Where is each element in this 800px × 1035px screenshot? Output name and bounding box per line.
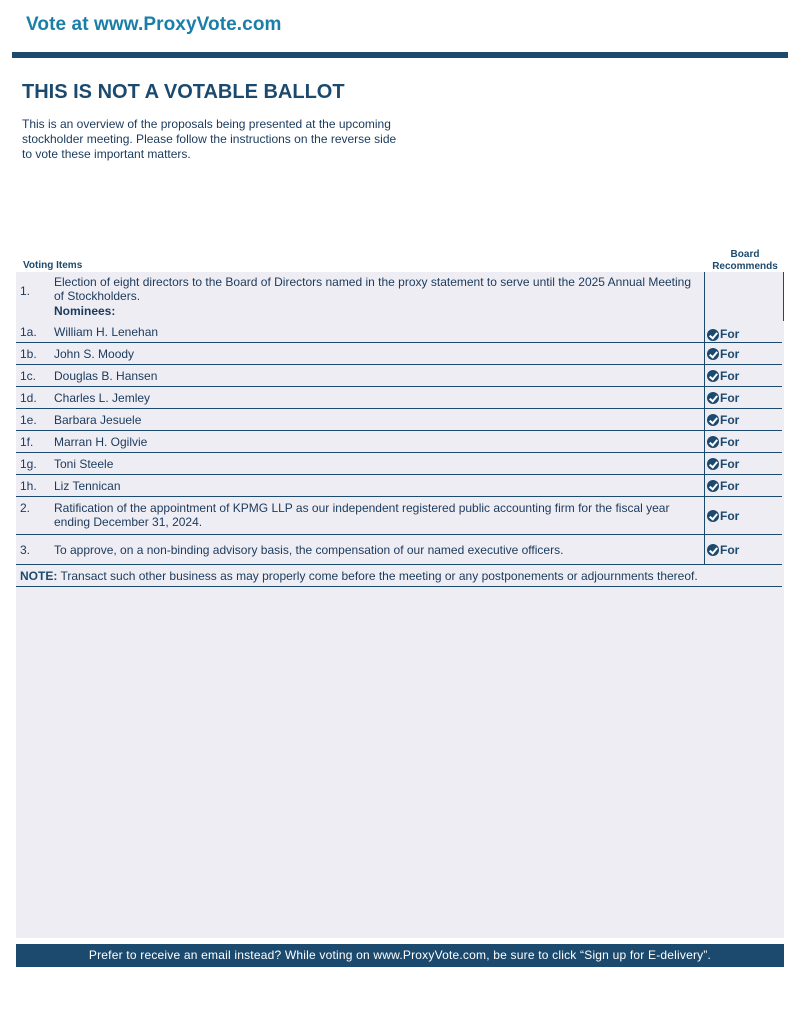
checkmark-icon — [707, 329, 719, 341]
nominee-name: Toni Steele — [54, 457, 114, 471]
proxyvote-link[interactable]: Vote at www.ProxyVote.com — [26, 14, 282, 35]
recommendation — [704, 365, 782, 386]
recommendation — [704, 453, 782, 474]
proposal-number: 2. — [20, 501, 31, 515]
nominee-row — [16, 387, 782, 409]
recommendation-label: For — [720, 508, 740, 523]
proposal-1-rec-cell — [704, 272, 784, 321]
proposal-number: 1. — [20, 284, 31, 298]
recommendation-label: For — [720, 327, 740, 341]
recommendation-label: For — [720, 434, 740, 449]
checkmark-icon — [707, 480, 719, 492]
recommendation-label: For — [720, 346, 740, 361]
recommendation — [704, 535, 782, 564]
checkmark-icon — [707, 436, 719, 448]
voting-items-header: Voting Items — [23, 260, 83, 271]
proposal-text: Election of eight directors to the Board of Directors named in the proxy statement to serve until the 2025 Annual Meeting of Stockholders. — [54, 275, 692, 303]
recommendation — [704, 475, 782, 496]
nominee-name: Douglas B. Hansen — [54, 369, 158, 383]
proposal-1-row — [16, 272, 782, 321]
proposal-number: 3. — [20, 543, 31, 557]
edelivery-banner: Prefer to receive an email instead? While voting on www.ProxyVote.com, be sure to click “Sign up for E-delivery”. — [16, 944, 784, 967]
nominee-number: 1h. — [20, 479, 37, 493]
checkmark-icon — [707, 370, 719, 382]
nominee-row — [16, 431, 782, 453]
nominee-row — [16, 453, 782, 475]
nominee-number: 1c. — [20, 369, 37, 383]
nominee-number: 1g. — [20, 457, 37, 471]
nominee-row — [16, 409, 782, 431]
checkmark-icon — [707, 414, 719, 426]
recommendation — [704, 431, 782, 452]
nominee-row — [16, 475, 782, 497]
recommendation-label: For — [720, 456, 740, 471]
note-text-wrapper — [20, 569, 698, 583]
recommendation-label: For — [720, 390, 740, 405]
page-title: THIS IS NOT A VOTABLE BALLOT — [22, 81, 345, 103]
nominee-number: 1a. — [20, 325, 37, 339]
recommendation — [704, 387, 782, 408]
board-recommends-header: Board Recommends — [712, 249, 778, 272]
recommendation — [704, 497, 782, 534]
checkmark-icon — [707, 348, 719, 360]
nominees-label: Nominees: — [54, 304, 116, 318]
checkmark-icon — [707, 392, 719, 404]
recommendation — [704, 321, 782, 342]
recommendation-label: For — [720, 542, 740, 557]
proposal-2-row — [16, 497, 782, 535]
nominee-name: Marran H. Ogilvie — [54, 435, 148, 449]
nominee-name: John S. Moody — [54, 347, 135, 361]
nominee-name: William H. Lenehan — [54, 325, 159, 339]
nominee-name: Charles L. Jemley — [54, 391, 151, 405]
note-row — [16, 565, 782, 587]
proposal-text: Ratification of the appointment of KPMG LLP as our independent registered public accounting firm for the fiscal year ending December 31, 2024. — [54, 501, 670, 529]
header-divider — [12, 52, 788, 58]
nominee-row — [16, 343, 782, 365]
checkmark-icon — [707, 544, 719, 556]
recommendation-label: For — [720, 412, 740, 427]
recommendation-label: For — [720, 368, 740, 383]
recommendation — [704, 409, 782, 430]
nominee-number: 1f. — [20, 435, 34, 449]
checkmark-icon — [707, 510, 719, 522]
checkmark-icon — [707, 458, 719, 470]
nominee-row — [16, 365, 782, 387]
proposal-3-row — [16, 535, 782, 565]
note-label: NOTE: — [20, 569, 58, 583]
recommendation-label: For — [720, 478, 740, 493]
nominee-number: 1e. — [20, 413, 37, 427]
nominee-number: 1d. — [20, 391, 37, 405]
nominee-name: Liz Tennican — [54, 479, 121, 493]
nominee-number: 1b. — [20, 347, 37, 361]
note-text: Transact such other business as may properly come before the meeting or any postponements or adjournments thereof. — [60, 569, 698, 583]
proposal-text: To approve, on a non-binding advisory basis, the compensation of our named executive officers. — [54, 543, 564, 557]
recommendation — [704, 343, 782, 364]
nominee-row — [16, 321, 782, 343]
intro-text: This is an overview of the proposals being presented at the upcoming stockholder meeting. Please follow the instructions on the reverse side to vote these important matters. — [22, 117, 397, 161]
nominee-name: Barbara Jesuele — [54, 413, 142, 427]
